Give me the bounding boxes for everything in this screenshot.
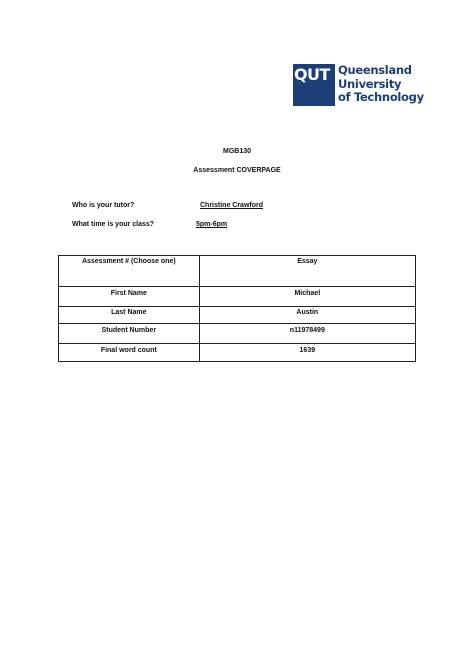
table-row [59,256,416,287]
student-number-label: Student Number [59,324,200,344]
last-name-label: Last Name [59,307,200,324]
assessment-type-label: Assessment # (Choose one) [59,256,200,287]
student-number-value: n11978499 [199,324,415,344]
class-time-answer: 5pm-6pm [196,221,228,228]
first-name-value: Michael [199,287,415,307]
logo-line-2: University [338,76,402,91]
tutor-answer: Christine Crawford [200,202,264,209]
word-count-value: 1639 [199,344,415,362]
first-name-label: First Name [59,287,200,307]
course-code: MGB130 [222,148,251,155]
class-time-question-label: What time is your class? [72,221,155,228]
tutor-question-label: Who is your tutor? [72,202,135,209]
student-details-table [58,255,416,362]
table-row [59,324,416,344]
qut-logo-wordmark [338,64,424,105]
page-title: Assessment COVERPAGE [193,167,281,174]
table-row [59,344,416,362]
table-row [59,307,416,324]
last-name-value: Austin [199,307,415,324]
qut-logo [293,64,423,106]
qut-logo-mark: QUT [293,64,335,106]
assessment-type-value: Essay [199,256,415,287]
table-row [59,287,416,307]
word-count-label: Final word count [59,344,200,362]
logo-line-3: of Technology [338,90,424,104]
logo-line-1: Queensland [338,63,412,77]
